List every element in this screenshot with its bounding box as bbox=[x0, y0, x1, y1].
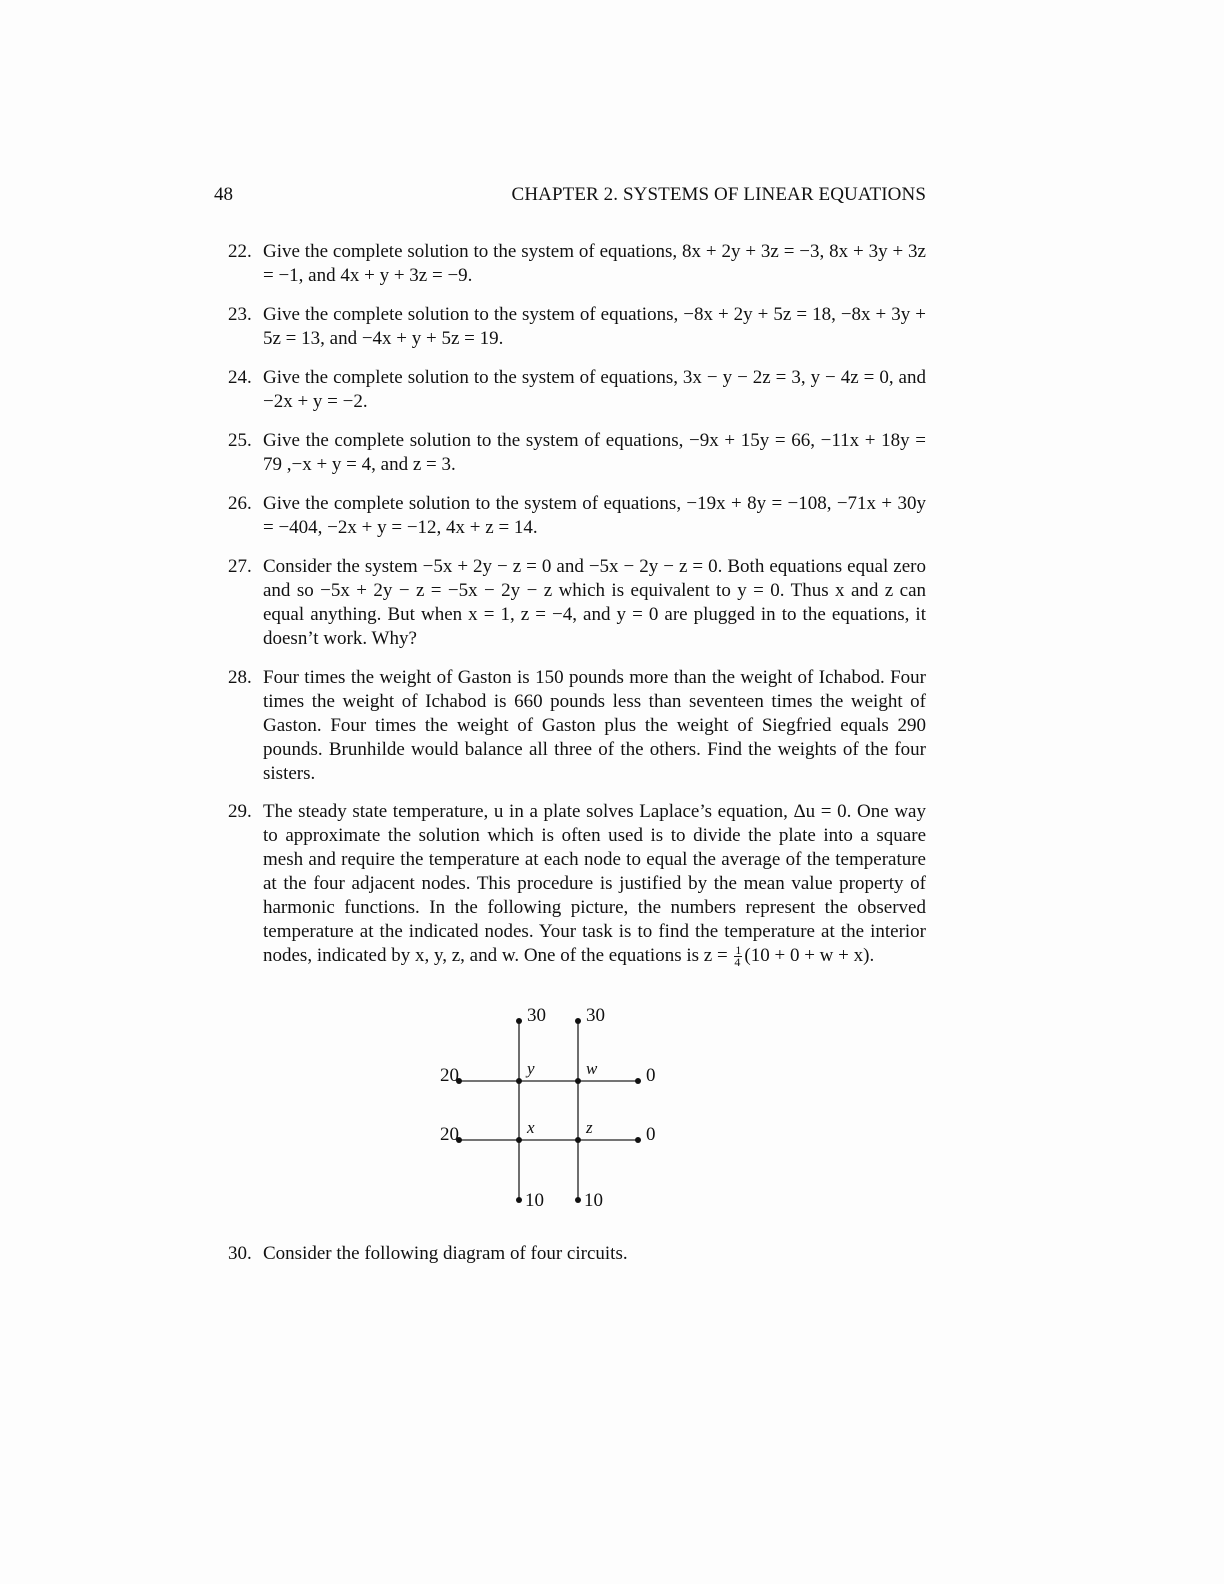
node-dot bbox=[635, 1137, 641, 1143]
problem-28 bbox=[228, 666, 926, 786]
node-label-w: w bbox=[586, 1059, 598, 1078]
running-head: CHAPTER 2. SYSTEMS OF LINEAR EQUATIONS bbox=[511, 184, 926, 205]
temperature-mesh-diagram bbox=[430, 1000, 670, 1216]
node-label-y: y bbox=[527, 1059, 535, 1078]
problem-text bbox=[263, 800, 926, 968]
problem-text: Give the complete solution to the system of equations, −8x + 2y + 5z = 18, −8x + 3y + 5z = 13, and −4x + y + 5z = 19. bbox=[263, 304, 926, 349]
node-dot bbox=[516, 1018, 522, 1024]
problem-text-part: (10 + 0 + w + x). bbox=[744, 945, 875, 966]
mesh-lines bbox=[430, 1000, 670, 1216]
problem-text: Give the complete solution to the system of equations, 8x + 2y + 3z = −3, 8x + 3y + 3z = −1, and 4x + y + 3z = −9. bbox=[263, 241, 926, 286]
page-header bbox=[214, 184, 926, 210]
page-number: 48 bbox=[214, 184, 233, 205]
problem-22 bbox=[228, 240, 926, 288]
node-dot bbox=[516, 1197, 522, 1203]
problem-text: Four times the weight of Gaston is 150 pounds more than the weight of Ichabod. Four times the weight of Ichabod is 660 pounds less than seventeen times the weight of Gaston. Four times the weight of Gaston plus the weight of Siegfried equals 290 pounds. Brunhilde would balance all three of the others. Find the weights of the four sisters. bbox=[263, 667, 926, 784]
problem-text: Consider the following diagram of four circuits. bbox=[263, 1243, 628, 1264]
fraction-denominator: 4 bbox=[734, 955, 741, 970]
boundary-top-right: 30 bbox=[586, 1005, 605, 1026]
boundary-right-bottom: 0 bbox=[646, 1124, 656, 1145]
problem-23 bbox=[228, 303, 926, 351]
node-dot bbox=[575, 1137, 581, 1143]
problem-number: 25. bbox=[228, 430, 252, 451]
problem-24 bbox=[228, 366, 926, 414]
problem-number: 29. bbox=[228, 801, 252, 822]
problem-number: 28. bbox=[228, 667, 252, 688]
node-label-z: z bbox=[586, 1118, 593, 1137]
node-dot bbox=[516, 1078, 522, 1084]
problem-27 bbox=[228, 555, 926, 651]
problem-number: 22. bbox=[228, 241, 252, 262]
problem-text: Give the complete solution to the system of equations, 3x − y − 2z = 3, y − 4z = 0, and −2x + y = −2. bbox=[263, 367, 926, 412]
problem-text-part: The steady state temperature, u in a plate solves Laplace’s equation, Δu = 0. One way to approximate the solution which is often used is to divide the plate into a square mesh and require the temperature at each node to equal the average of the temperature at the four adjacent nodes. This procedure is justified by the mean value property of harmonic functions. In the following picture, the numbers represent the observed temperature at the indicated nodes. Your task is to find the temperature at the interior nodes, indicated by x, y, z, and w. One of the equations is z = bbox=[263, 801, 926, 966]
boundary-left-bottom: 20 bbox=[440, 1124, 459, 1145]
problem-29 bbox=[228, 800, 926, 968]
problem-30 bbox=[228, 1242, 926, 1266]
problem-number: 30. bbox=[228, 1243, 252, 1264]
fraction-numerator: 1 bbox=[735, 943, 742, 958]
node-dot bbox=[635, 1078, 641, 1084]
problem-number: 27. bbox=[228, 556, 252, 577]
problem-26 bbox=[228, 492, 926, 540]
node-dot bbox=[575, 1078, 581, 1084]
problem-text: Consider the system −5x + 2y − z = 0 and −5x − 2y − z = 0. Both equations equal zero and so −5x + 2y − z = −5x − 2y − z which is equivalent to y = 0. Thus x and z can equal anything. But when x = 1, z = −4, and y = 0 are plugged in to the equations, it doesn’t work. Why? bbox=[263, 556, 926, 649]
boundary-left-top: 20 bbox=[440, 1065, 459, 1086]
node-dot bbox=[516, 1137, 522, 1143]
fraction bbox=[734, 945, 742, 968]
boundary-bottom-right: 10 bbox=[584, 1190, 603, 1211]
boundary-right-top: 0 bbox=[646, 1065, 656, 1086]
boundary-bottom-left: 10 bbox=[525, 1190, 544, 1211]
problem-25 bbox=[228, 429, 926, 477]
node-label-x: x bbox=[527, 1118, 535, 1137]
problem-number: 23. bbox=[228, 304, 252, 325]
problem-text: Give the complete solution to the system of equations, −19x + 8y = −108, −71x + 30y = −404, −2x + y = −12, 4x + z = 14. bbox=[263, 493, 926, 538]
problem-text: Give the complete solution to the system of equations, −9x + 15y = 66, −11x + 18y = 79 ,−x + y = 4, and z = 3. bbox=[263, 430, 926, 475]
problem-number: 26. bbox=[228, 493, 252, 514]
boundary-top-left: 30 bbox=[527, 1005, 546, 1026]
node-dot bbox=[575, 1197, 581, 1203]
problem-number: 24. bbox=[228, 367, 252, 388]
node-dot bbox=[575, 1018, 581, 1024]
